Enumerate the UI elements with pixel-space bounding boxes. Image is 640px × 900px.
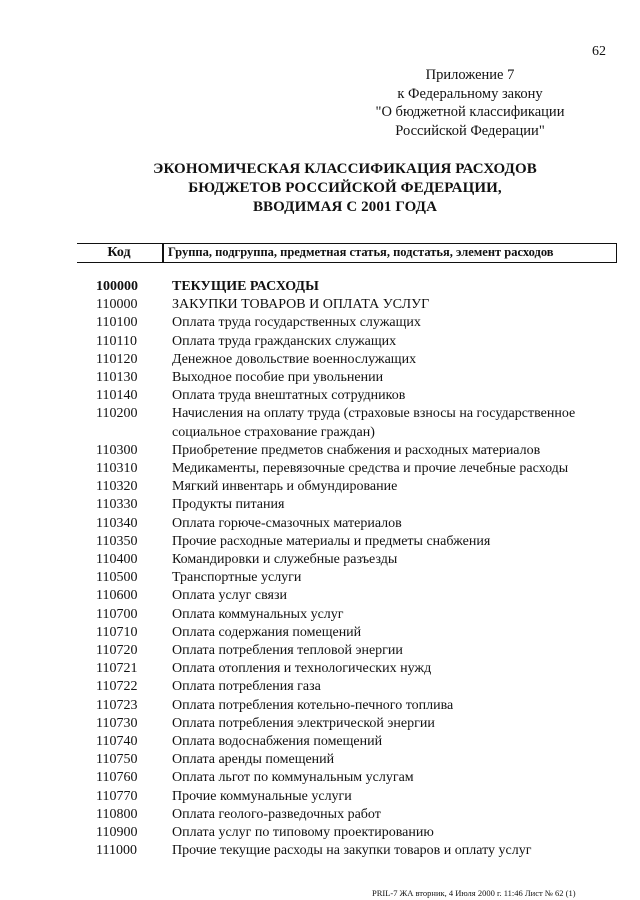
appendix-line: Российской Федерации": [395, 122, 545, 139]
row-code: 110750: [96, 752, 138, 768]
row-description: Начисления на оплату труда (страховые взносы на государственное социальное страхование граждан): [172, 406, 576, 440]
row-code: 110340: [96, 515, 138, 531]
row-code: 110000: [96, 297, 138, 313]
row-code: 110710: [96, 624, 138, 640]
header-code: Код: [107, 245, 131, 260]
row-description: Оплата потребления тепловой энергии: [172, 643, 403, 659]
row-description: Оплата отопления и технологических нужд: [172, 661, 432, 677]
header-right-border: [616, 243, 618, 263]
row-description: ТЕКУЩИЕ РАСХОДЫ: [172, 279, 319, 294]
row-code: 110722: [96, 679, 138, 695]
table-row: [96, 442, 626, 460]
row-code: 110400: [96, 552, 138, 568]
row-description: Командировки и служебные разъезды: [172, 552, 398, 568]
table-row: [96, 478, 626, 496]
table-row: [96, 314, 626, 332]
row-code: 110110: [96, 333, 137, 349]
row-code: 110770: [96, 788, 138, 804]
page-number: 62: [592, 44, 606, 59]
appendix-reference: [360, 66, 580, 140]
row-description: Прочие расходные материалы и предметы снабжения: [172, 533, 491, 549]
table-row: [96, 369, 626, 387]
table-header: [77, 243, 617, 263]
row-code: 110730: [96, 715, 138, 731]
row-code: 100000: [96, 279, 138, 294]
row-description: Оплата содержания помещений: [172, 624, 362, 640]
row-description: Оплата потребления газа: [172, 679, 321, 695]
table-row: [96, 351, 626, 369]
table-row: [96, 387, 626, 405]
row-description: Приобретение предметов снабжения и расходных материалов: [172, 442, 541, 458]
row-description: Оплата труда государственных служащих: [172, 315, 421, 331]
print-footer: PRIL-7 ЖА вторник, 4 Июля 2000 г. 11:46 Лист № 62 (1): [372, 888, 576, 898]
header-divider: [162, 243, 164, 263]
table-row: [96, 624, 626, 642]
row-description: Оплата потребления электрической энергии: [172, 715, 435, 731]
row-description: Прочие коммунальные услуги: [172, 788, 352, 804]
row-description: Оплата горюче-смазочных материалов: [172, 515, 402, 531]
row-description: Оплата труда гражданских служащих: [172, 333, 397, 349]
table-row: [96, 551, 626, 569]
document-title: [40, 160, 640, 217]
row-description: Мягкий инвентарь и обмундирование: [172, 479, 398, 495]
table-row: [96, 824, 626, 842]
title-line: БЮДЖЕТОВ РОССИЙСКОЙ ФЕДЕРАЦИИ,: [188, 180, 502, 196]
row-code: 110723: [96, 697, 138, 713]
row-description: Прочие текущие расходы на закупки товаров и оплату услуг: [172, 843, 532, 859]
row-description: Продукты питания: [172, 497, 285, 513]
table-row: [96, 296, 626, 314]
classification-table: [96, 278, 626, 861]
header-description: Группа, подгруппа, предметная статья, подстатья, элемент расходов: [168, 245, 554, 259]
row-code: 110330: [96, 497, 138, 513]
table-row: [96, 678, 626, 696]
row-code: 110800: [96, 806, 138, 822]
row-code: 110310: [96, 461, 138, 477]
row-code: 110100: [96, 315, 138, 331]
table-row: [96, 788, 626, 806]
row-description: Оплата водоснабжения помещений: [172, 734, 383, 750]
table-row: [96, 806, 626, 824]
table-row: [96, 569, 626, 587]
appendix-line: к Федеральному закону: [397, 85, 543, 102]
row-description: Оплата потребления котельно-печного топлива: [172, 697, 454, 713]
row-description: Оплата геолого-разведочных работ: [172, 806, 381, 822]
table-row: [96, 660, 626, 678]
row-code: 110130: [96, 370, 138, 386]
table-row: [96, 533, 626, 551]
table-row: [96, 697, 626, 715]
table-row: [96, 642, 626, 660]
row-description: Оплата услуг связи: [172, 588, 287, 604]
row-code: 110300: [96, 442, 138, 458]
row-description: Оплата услуг по типовому проектированию: [172, 825, 434, 841]
table-row: [96, 496, 626, 514]
row-description: Денежное довольствие военнослужащих: [172, 351, 417, 367]
row-code: 110120: [96, 351, 138, 367]
table-row: [96, 751, 626, 769]
row-code: 110900: [96, 825, 138, 841]
row-code: 110760: [96, 770, 138, 786]
row-description: Выходное пособие при увольнении: [172, 370, 384, 386]
row-code: 111000: [96, 843, 137, 859]
row-code: 110350: [96, 533, 138, 549]
row-description: Оплата коммунальных услуг: [172, 606, 344, 622]
row-description: ЗАКУПКИ ТОВАРОВ И ОПЛАТА УСЛУГ: [172, 297, 430, 313]
table-row: [96, 715, 626, 733]
row-code: 110140: [96, 388, 138, 404]
appendix-line: Приложение 7: [425, 67, 515, 83]
table-row: [96, 405, 626, 441]
table-row: [96, 733, 626, 751]
row-code: 110721: [96, 661, 138, 677]
table-row: [96, 606, 626, 624]
table-row: [96, 515, 626, 533]
table-row: [96, 333, 626, 351]
row-description: Оплата льгот по коммунальным услугам: [172, 770, 414, 786]
row-code: 110320: [96, 479, 138, 495]
table-row: [96, 842, 626, 860]
row-description: Транспортные услуги: [172, 570, 302, 586]
row-code: 110200: [96, 406, 138, 422]
table-row: [96, 587, 626, 605]
row-code: 110600: [96, 588, 138, 604]
appendix-line: "О бюджетной классификации: [375, 104, 565, 120]
row-code: 110720: [96, 643, 138, 659]
row-code: 110740: [96, 734, 138, 750]
row-description: Оплата аренды помещений: [172, 752, 335, 768]
title-line: ЭКОНОМИЧЕСКАЯ КЛАССИФИКАЦИЯ РАСХОДОВ: [153, 161, 537, 177]
title-line: ВВОДИМАЯ С 2001 ГОДА: [252, 199, 438, 215]
row-description: Медикаменты, перевязочные средства и прочие лечебные расходы: [172, 461, 569, 477]
row-code: 110700: [96, 606, 138, 622]
table-row: [96, 460, 626, 478]
row-code: 110500: [96, 570, 138, 586]
row-description: Оплата труда внештатных сотрудников: [172, 388, 406, 404]
table-row: [96, 769, 626, 787]
table-row: [96, 278, 626, 296]
